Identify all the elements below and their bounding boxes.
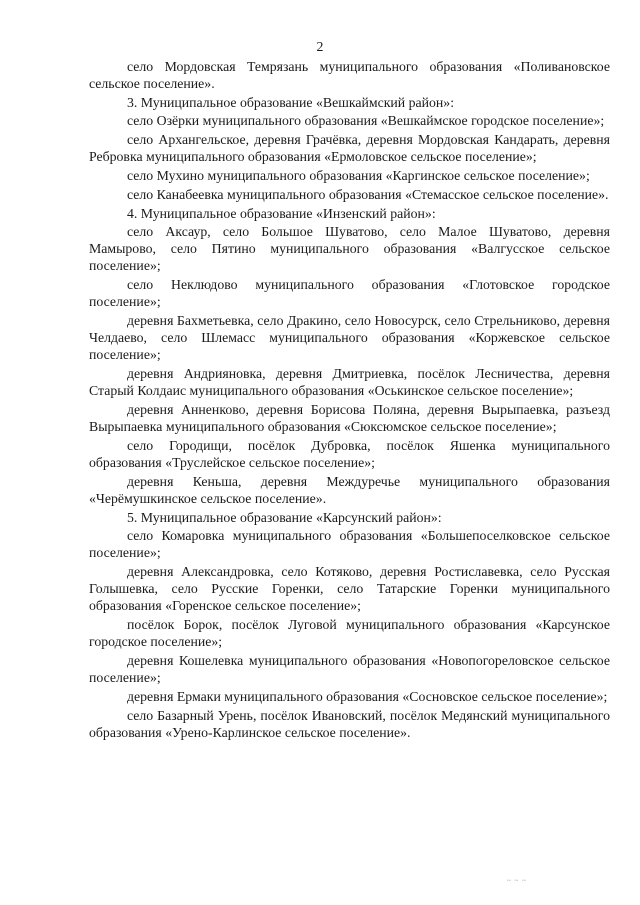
paragraph-ozerki: село Озёрки муниципального образования «Вешкаймское городское поселение»;: [127, 113, 605, 128]
paragraph-mukhino: село Мухино муниципального образования «Каргинское сельское поселение»;: [127, 168, 590, 183]
section-heading-inza: 4. Муниципальное образование «Инзенский район»:: [127, 206, 436, 221]
paragraph-aleksandrovka: деревня Александровка, село Котяково, деревня Ростиславевка, село Русская Голышевка, село Русские Горенки, село Татарские Горенки муниципального образования «Горенское сельское поселение»;: [89, 564, 610, 613]
scan-mark: ~ ~ ~: [507, 877, 527, 885]
paragraph-kensha: деревня Кеньша, деревня Междуречье муниципального образования «Черёмушкинское сельское поселение».: [89, 474, 610, 506]
section-heading-karsun: 5. Муниципальное образование «Карсунский район»:: [127, 510, 442, 525]
paragraph-borok: посёлок Борок, посёлок Луговой муниципального образования «Карсунское городское поселение»;: [89, 617, 610, 649]
page-number: 2: [316, 39, 324, 54]
paragraph-neklyudovo: село Неклюдово муниципального образования «Глотовское городское поселение»;: [89, 277, 610, 309]
paragraph-poliv: село Мордовская Темрязань муниципального образования «Поливановское сельское поселение».: [89, 59, 610, 91]
paragraph-bazarny-uren: село Базарный Урень, посёлок Ивановский, посёлок Медянский муниципального образования «Урено-Карлинское сельское поселение».: [89, 708, 610, 740]
section-heading-veshkaym: 3. Муниципальное образование «Вешкаймский район»:: [127, 95, 455, 110]
paragraph-gorodishchi: село Городищи, посёлок Дубровка, посёлок Яшенка муниципального образования «Труслейское сельское поселение»;: [89, 438, 610, 470]
paragraph-annenkovo: деревня Анненково, деревня Борисова Поляна, деревня Вырыпаевка, разъезд Вырыпаевка муниципального образования «Сюксюмское сельское поселение»;: [89, 402, 610, 434]
paragraph-koshelevka: деревня Кошелевка муниципального образования «Новопогореловское сельское поселение»;: [89, 653, 610, 685]
paragraph-ermaki: деревня Ермаки муниципального образования «Сосновское сельское поселение»;: [127, 689, 608, 704]
paragraph-kanabeevka: село Канабеевка муниципального образования «Стемасское сельское поселение».: [127, 187, 609, 202]
paragraph-arkhangelskoe: село Архангельское, деревня Грачёвка, деревня Мордовская Кандарать, деревня Ребровка муниципального образования «Ермоловское сельское поселение»;: [89, 132, 610, 164]
paragraph-aksaur: село Аксаур, село Большое Шуватово, село Малое Шуватово, деревня Мамырово, село Пятино муниципального образования «Валгусское сельское поселение»;: [89, 224, 610, 273]
paragraph-komarovka: село Комаровка муниципального образования «Большепоселковское сельское поселение»;: [89, 528, 610, 560]
paragraph-bakhmetevka: деревня Бахметьевка, село Дракино, село Новосурск, село Стрельниково, деревня Челдаево, село Шлемасс муниципального образования «Коржевское сельское поселение»;: [89, 313, 610, 362]
document-body: [89, 58, 610, 743]
paragraph-andriyanovka: деревня Андрияновка, деревня Дмитриевка, посёлок Лесничества, деревня Старый Колдаис муниципального образования «Оськинское сельское поселение»;: [89, 366, 610, 398]
